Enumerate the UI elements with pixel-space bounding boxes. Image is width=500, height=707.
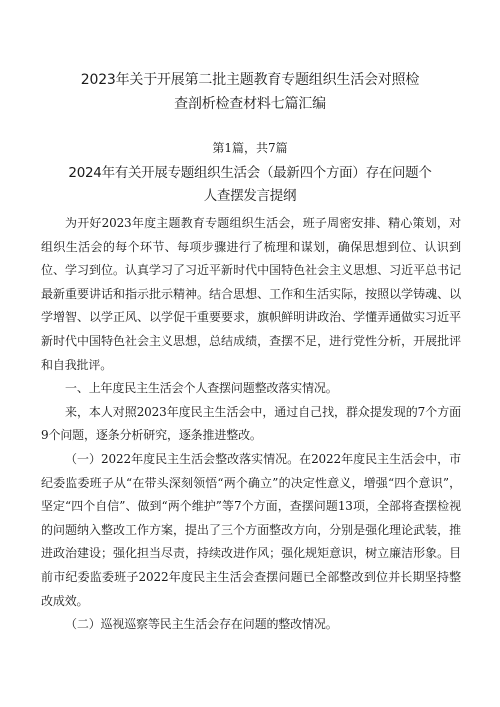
section-title-line-1: 2024年有关开展专题组织生活会（最新四个方面）存在问题个 <box>68 165 432 181</box>
section-title-line-2: 人查摆发言提纲 <box>203 188 297 204</box>
document-title-line-1: 2023年关于开展第二批主题教育专题组织生活会对照检 <box>80 72 420 88</box>
document-body <box>41 212 461 637</box>
page-counter: 第1篇，共7篇 <box>212 141 288 155</box>
paragraph-2022-rectification: （一）2022年度民主生活会整改落实情况。在2022年度民主生活会中，市纪委监委班子从“在带头深刻领悟“两个确立”的决定性意义，增强“四个意识”，坚定“四个自信”、做到“两个维护”等7个方面，查摆问题13项，全部将查摆检视的问题纳入整改工作方案，提出了三个方面整改方向，分别是强化理论武装，推进政治建设；强化担当尽责，持续改进作风；强化规矩意识，树立廉洁形象。目前市纪委监委班子2022年度民主生活会查摆问题已全部整改到位并长期坚持整改成效。 <box>41 451 461 608</box>
paragraph-intro: 为开好2023年度主题教育专题组织生活会，班子周密安排、精心策划，对组织生活会的每个环节、每项步骤进行了梳理和谋划，确保思想到位、认识到位、学习到位。认真学习了习近平新时代中国特色社会主义思想、习近平总书记最新重要讲话和指示批示精神。结合思想、工作和生活实际，按照以学铸魂、以学增智、以学正风、以学促干重要要求，旗帜鲜明讲政治、学懂弄通做实习近平新时代中国特色社会主义思想，总结成绩，查摆不足，进行党性分析，开展批评和自我批评。 <box>41 216 461 372</box>
paragraph-heading-2: （二）巡视巡察等民主生活会存在问题的整改情况。 <box>65 617 338 632</box>
document-title-line-2: 查剖析检查材料七篇汇编 <box>174 96 326 112</box>
paragraph-summary: 来，本人对照2023年度民主生活会中，通过自己找，群众提发现的7个方面9个问题，逐条分析研究，逐条推进整改。 <box>41 404 461 443</box>
paragraph-heading-1: 一、上年度民主生活会个人查摆问题整改落实情况。 <box>65 381 338 396</box>
